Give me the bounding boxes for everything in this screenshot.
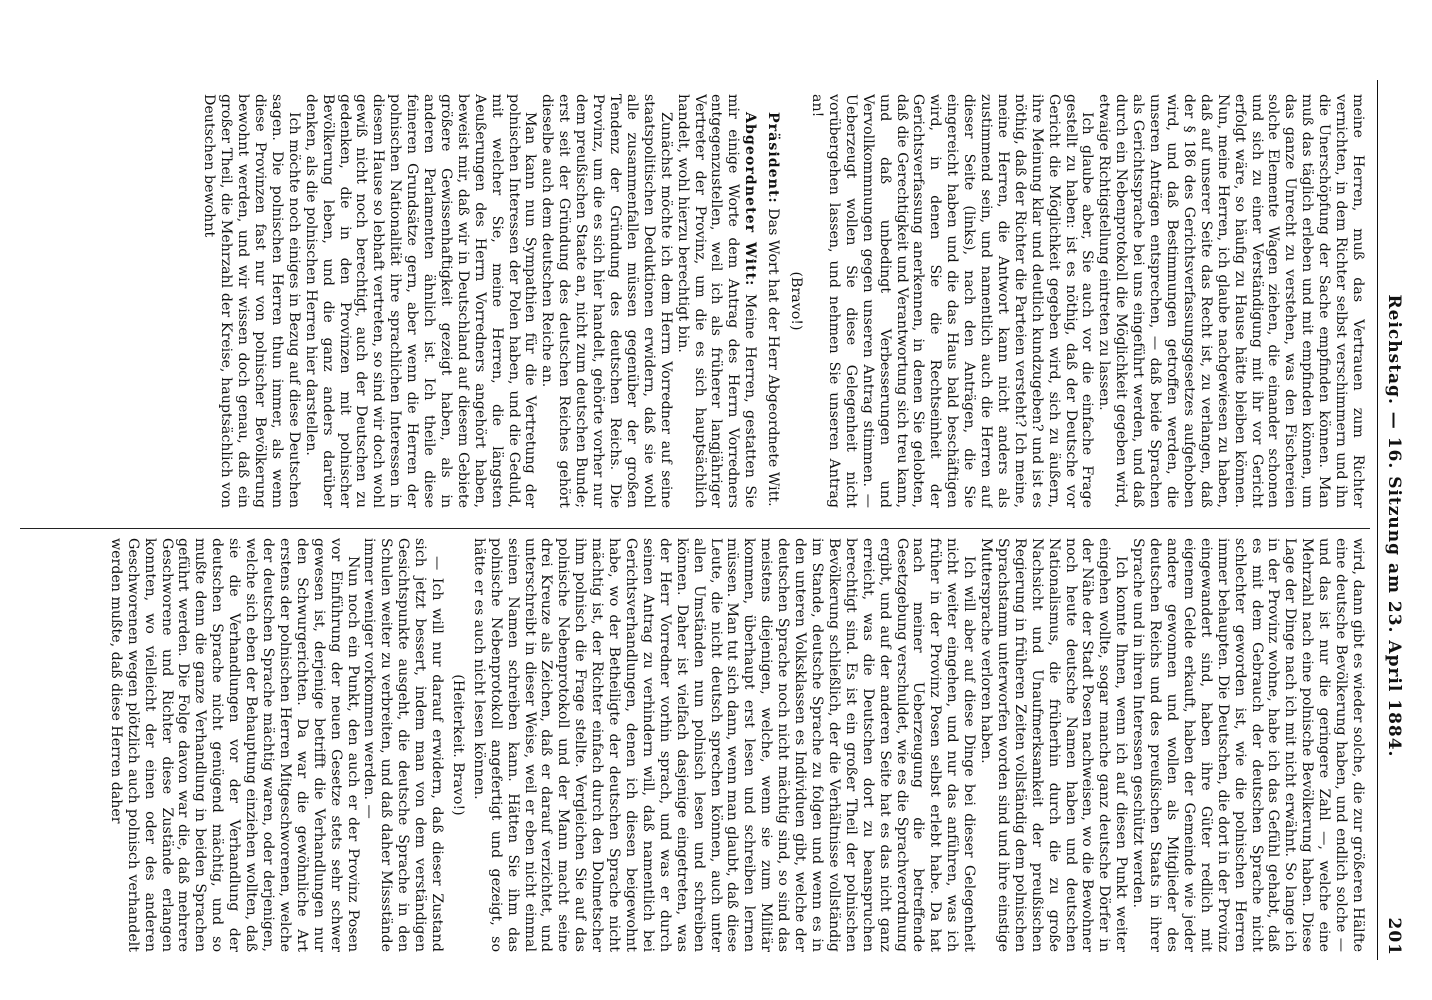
right-column bbox=[21, 538, 1366, 952]
paragraph: Ich will aber auf diese Dinge bei dieser Gelegenheit nicht weiter eingehen, und nur das anführen, was ich früher in der Provinz Posen selbst erlebt habe. Da hat nach meiner Ueberzeugung die betreffende Gesetzgebung verschuldet, wie es die Sprachverordnung ergibt, und auf der anderen Seite hat es das nicht ganz erreicht, was die Deutschen dort zu beanspruchen berechtigt sind. Es ist ein großer Theil der polnischen Bevölkerung schließlich, der die Verhältnisse vollständig im Stande, deutsche Sprache zu folgen und wenn es in den unteren Volksklassen es Individuen gibt, welche der deutschen Sprache noch nicht mächtig sind, so sind das meistens diejenigen, welche, wenn sie zum Militär kommen, überhaupt erst lesen und schreiben lernen müssen. Man tut sich dann, wenn man glaubt, daß diese Leute, die nicht deutsch sprechen können, auch unter allen Umständen nun polnisch lesen und schreiben können. Daher ist vielfach dasjenige eingetreten, was der Herr Vorredner vorhin sprach, und was er durch seinen Antrag zu verhindern will, daß namentlich bei Gerichtsverhandlungen, denen ich diesen beigewohnt habe, wo der Betheiligte der deutschen Sprache nicht mächtig ist, der Richter einfach durch den Dolmetscher ihm polnisch die Frage stellte. Vergleichen Sie auf das polnische Nebenprotokoll und der Mann macht seine drei Kreuze als Zeichen, daß er darauf verzichtet, und unterschreibt in dieser Weise, weil er eben nicht einmal seinen Namen schreiben kann. Hätten Sie ihm das polnische Nebenprotokoll angefertigt und gezeigt, so hätte er es auch nicht lesen können. bbox=[470, 538, 978, 952]
paragraph: Man kann nun Sympathien für die Vertretung der polnischen Interessen der Polen haben, und die Geduld, mit welcher Sie, meine Herren, die längsten Aeußerungen des Herrn Vorredners angehört haben, beweist mir, daß wir in Deutschland auf diesem Gebiete größere Gewissenhaftigkeit gezeigt haben, als in anderen Parlamenten ähnlich ist. Ich theile diese feineren Grundsätze gern, aber wenn die Herren der polnischen Nationalität ihre sprachlichen Interessen in diesem Hause so lebhaft vertreten, so sind wir doch wohl gewiß nicht noch berechtigt, auch der Deutschen zu gedenken, die in den Provinzen mit polnischer Bevölkerung leben, und die ganz anders darüber denken, als die polnischen Herren hier darstellen. bbox=[302, 94, 539, 508]
paragraph: — Ich will nur darauf erwidern, daß dieser Zustand sich jetzt bessert, indem man von dem verständigen Gesichtspunkte ausgeht, die deutsche Sprache in den Schulen weiter zu verbreiten, und daß daher Missstände immer weniger vorkommen werden. — bbox=[361, 538, 446, 952]
speech-paragraph bbox=[764, 94, 781, 508]
speech-text: Meine Herren, gestatten Sie mir einige Worte dem Antrag des Herrn Vorredners entgegenzustellen, weil ich als früherer langjähriger Vertreter der Provinz, um die es sich hauptsächlich handelt, wohl hierzu berechtigt bin. bbox=[674, 94, 759, 508]
column-divider bbox=[20, 528, 1370, 529]
paragraph: Ich konnte Ihnen, wenn ich auf diesen Punkt weiter eingehen wollte, sogar manche ganz deutsche Dörfer in der Nähe der Stadt Posen nachweisen, wo die Bewohner noch heute deutsche Namen haben und deutschen Nationalismus, die früherhin durch die zu große Nachsicht und Unaufmerksamkeit der preußischen Regierung in früheren Zeiten vollständig dem polnischen Sprachstamm unterworfen worden sind und ihre einstige Muttersprache verloren haben. bbox=[978, 538, 1130, 952]
speaker-name: Abgeordneter Witt: bbox=[742, 112, 759, 287]
paragraph: meine Herren, muß das Vertrauen zum Richter vernichten, in dem Richter selbst verschimmern und ihn die Unerschöpfung der Sache empfinden können. Man muß das täglich erleben und mit empfinden können, um das ganze Unrecht zu verstehen, was den Fischereien solche Elemente Wagen ziehen, die einander schonen und sich zu einer Verständigung mit ihr vor Gericht erfolgt wäre, so häufig zu Hause hätte bleiben können. Nun, meine Herren, ich glaube nachgewiesen zu haben, daß auf unserer Seite das Recht ist, zu verlangen, daß der § 186 des Gerichtsverfassungsgesetzes aufgehoben wird, und daß Bestimmungen getroffen werden, die unseren Anträgen entsprechen, — daß beide Sprachen als Gerichtssprache bei uns eingeführt werden, und daß durch ein Nebenprotokoll die Möglichkeit gegeben wird, etwaige Richtigstellung eintreten zu lassen. bbox=[1096, 94, 1366, 508]
header-rule bbox=[1377, 80, 1378, 960]
speaker-name: Präsident: bbox=[765, 112, 782, 204]
interjection: (Bravo!) bbox=[788, 271, 805, 331]
left-column bbox=[21, 94, 1366, 508]
paragraph: Ich glaube aber, Sie auch vor die einfache Frage gestellt zu haben: ist es nöthig, daß der Deutsche vor Gericht die Möglichkeit gegeben wird, sich zu äußern, ihre Meinung klar und deutlich kundzugeben? und ist es nöthig, daß der Richter die Parteien versteht? Ich meine, meine Herren, die Antwort kann nicht anders als zustimmend sein, und namentlich auch die Herren auf dieser Seite (links), nach den Anträgen, die Sie eingereicht haben und die das Haus bald beschäftigen wird, in denen Sie die Rechtseinheit der Gerichtsverfassung anerkennen, in denen Sie gelobten, daß die Gerechtigkeit und Verantwortung sich treu kann, und daß unbedingt Verbesserungen und Vervollkommnungen gegen unseren Antrag stimmen. — Ueberzeugt wollen Sie diese Gelegenheit nicht vorübergehen lassen, und nehmen Sie unseren Antrag an! bbox=[809, 94, 1096, 508]
paragraph: Ich möchte noch einiges in Bezug auf diese Deutschen sagen. Die polnischen Herren thun immer, als wenn diese Provinzen fast nur von polnischer Bevölkerung bewohnt werden, und wir wissen doch genau, daß ein großer Theil, die Mehrzahl der Kreise, hauptsächlich von Deutschen bewohnt bbox=[201, 94, 302, 508]
page-title: Reichstag. — 16. Sitzung am 23. April 1884. bbox=[1384, 294, 1404, 758]
page-header bbox=[1378, 86, 1404, 966]
page-number: 201 bbox=[1384, 917, 1404, 956]
speech-text: Das Wort hat der Herr Abgeordnete Witt. bbox=[765, 203, 782, 507]
paragraph: Nun noch ein Punkt, den auch er der Provinz Posen vor Einführung der neuen Gesetze stets sehr schwer gewesen ist, derjenige betrifft die Verhandlungen nur den Schwurgerichten. Da war die gewöhnliche Art erstens der polnischen Herren Mitgeschworenen, welche der deutschen Sprache mächtig waren, oder derjenigen, welche sich eben der Behauptung einziehen wollten, daß sie die Verhandlungen vor der Verhandlung der deutschen Sprache nicht genügend mächtig, und so mußte denn die ganze Verhandlung in beiden Sprachen geführt werden. Die Folge davon war die, daß mehrere Geschworene und Richter diese Zustände erlangen konnten, wo vielleicht der einen oder des anderen Geschworenen wegen plötzlich auch polnisch verhandelt werden mußte, daß diese Herren daher bbox=[107, 538, 361, 952]
interjection: (Heiterkeit. Bravo!) bbox=[449, 674, 466, 816]
paragraph: wird, dann gibt es wieder solche, die zur größeren Hälfte eine deutsche Bevölkerung haben, und endlich solche — und das ist nur die geringere Zahl —, welche eine Mehrzahl nach eine polnische Bevölkerung haben. Diese Lage der Dinge nach ich mit nicht erwähnt. So lange ich in der Provinz wohne, habe ich das Gefühl gehabt, daß es mit dem Gebrauch der deutschen Sprache nicht schlechter geworden ist, wie die polnischen Herren immer behaupten. Die Deutschen, die dort in der Provinz eingewandert sind, haben ihre Güter redlich mit eigenem Gelde erkauft, haben der Gemeinde wie jeder andere gewonnen und wollen als Mitglieder des deutschen Reichs und des preußischen Staats in ihrer Sprache und in ihren Interessen geschützt werden. bbox=[1130, 538, 1366, 952]
paragraph: Zunächst möchte ich dem Herrn Vorredner auf seine staatspolitischen Deduktionen erwidern, daß sie wohl alle zusammenfallen müssen gegenüber der großen Tendenz der Gründung des deutschen Reichs. Die Provinz, um die es sich hier handelt, gehörte vorher nur dem preußischen Staate an, nicht zum deutschen Bunde; erst seit der Gründung des deutschen Reiches gehört dieselbe auch dem deutschen Reiche an. bbox=[539, 94, 674, 508]
speech-paragraph bbox=[674, 94, 759, 508]
